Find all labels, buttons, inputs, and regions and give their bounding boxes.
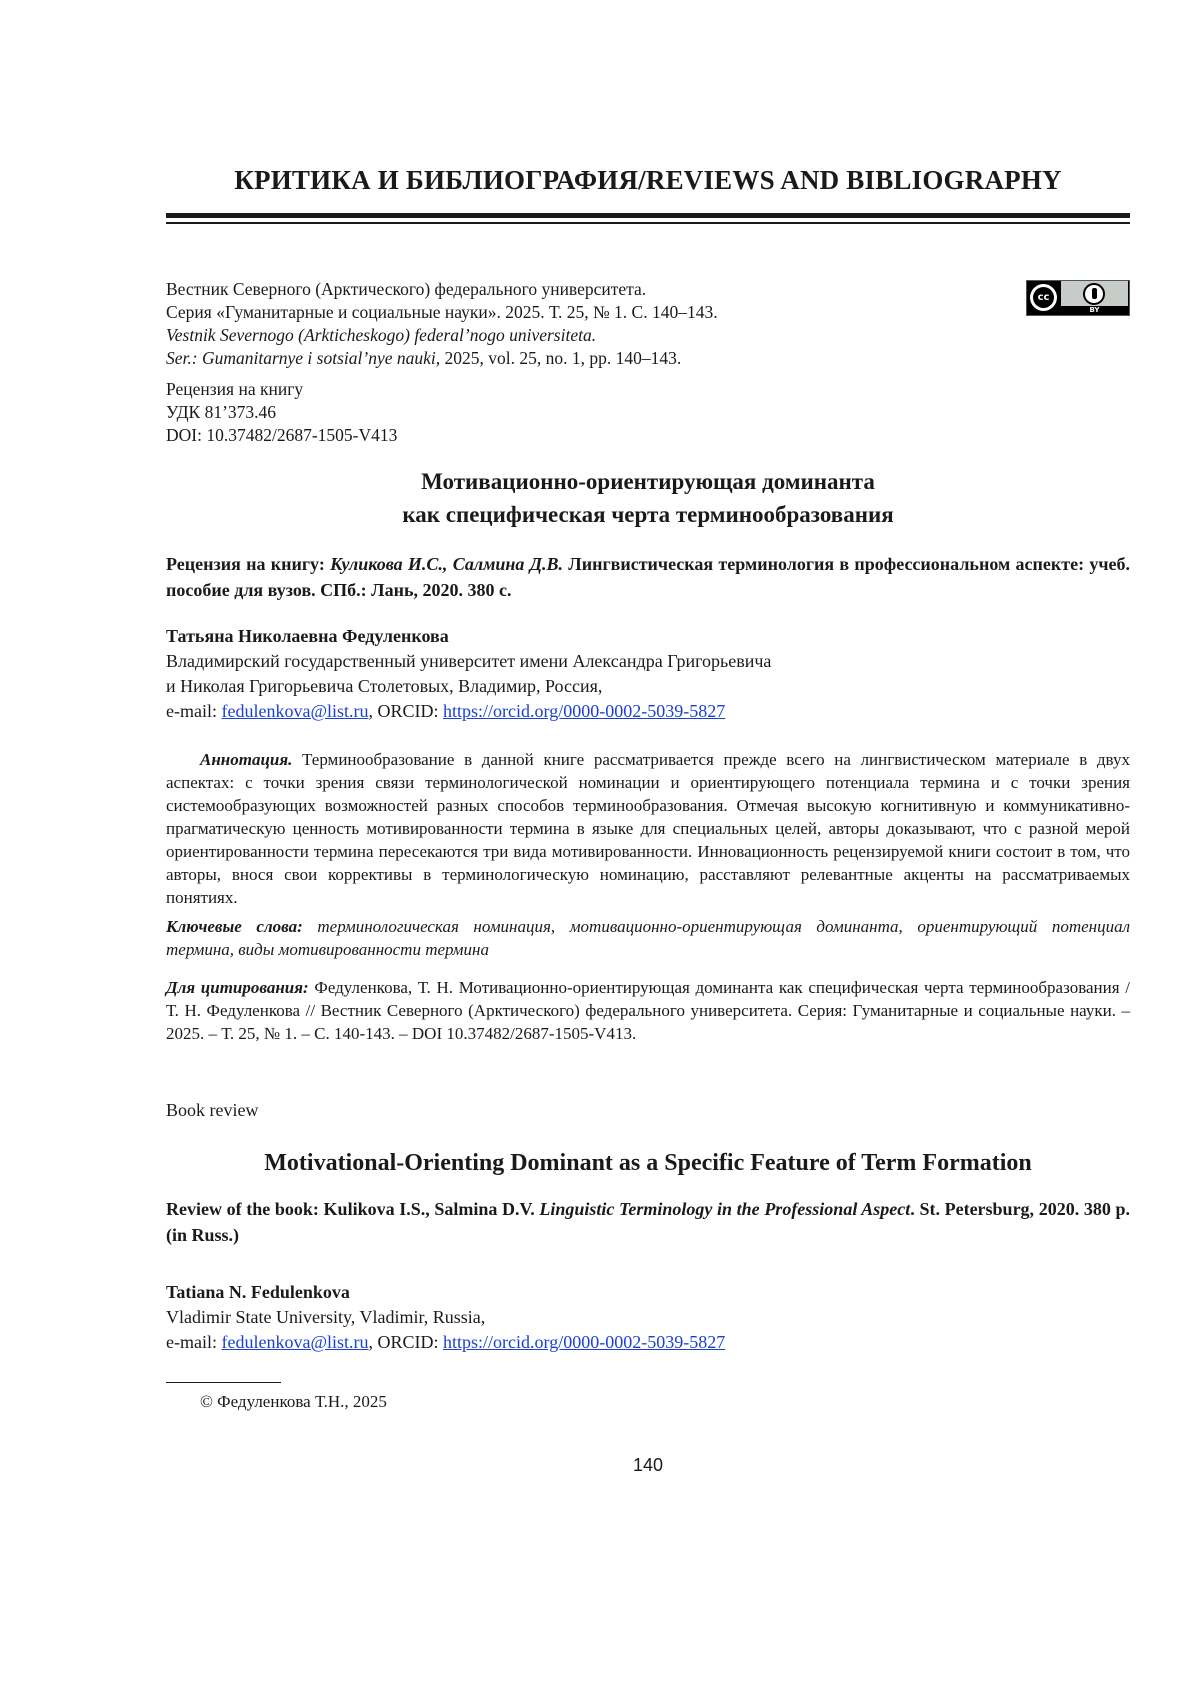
book-authors-ru: Куликова И.С., Салмина Д.В. (330, 554, 563, 574)
attribution-person-icon (1083, 283, 1105, 305)
keywords-label: Ключевые слова: (166, 917, 303, 936)
email-link-en[interactable]: fedulenkova@list.ru (221, 1332, 368, 1352)
reviewed-book-en: Review of the book: Kulikova I.S., Salmina D.V. Linguistic Terminology in the Professional Aspect. St. Petersburg, 2020. 380 p. (in Russ.) (166, 1196, 1130, 1248)
header-rule-thin (166, 222, 1130, 224)
author-name-ru: Татьяна Николаевна Федуленкова (166, 624, 1130, 649)
paper-page (0, 0, 1200, 1697)
journal-en-line2 (166, 347, 926, 370)
journal-ru-line1: Вестник Северного (Арктического) федерального университета. (166, 278, 926, 301)
book-review-label-en: Book review (166, 1100, 258, 1121)
journal-citation-block (166, 278, 926, 370)
contact-en: e-mail: fedulenkova@list.ru, ORCID: https://orcid.org/0000-0002-5039-5827 (166, 1330, 1130, 1355)
keywords-text: терминологическая номинация, мотивационно-ориентирующая доминанта, ориентирующий потенциал термина, виды мотивированности термина (166, 917, 1130, 959)
journal-en-series: Ser.: Gumanitarnye i sotsial’nye nauki (166, 348, 436, 368)
abstract-text: Терминообразование в данной книге рассматривается прежде всего на лингвистическом материале в двух аспектах: с точки зрения связи терминологической номинации и ориентирующего потенциала термина и с точки зрения системообразующих возможностей разных способов терминообразования. Отмечая высокую когнитивную и коммуникативно-прагматическую ценность мотивированности термина в языке для специальных целей, авторы доказывают, что с разной мерой ориентированности термина пересекаются три вида мотивированности. Инновационность рецензируемой книги состоит в том, что авторы, внося свои коррективы в терминологическую номинацию, расставляют релевантные акценты на рассматриваемых понятиях. (166, 750, 1130, 907)
doi: DOI: 10.37482/2687-1505-V413 (166, 424, 397, 447)
copyright-footnote: © Федуленкова Т.Н., 2025 (200, 1392, 387, 1412)
article-title-en: Motivational-Orienting Dominant as a Specific Feature of Term Formation (166, 1150, 1130, 1177)
keywords-ru (166, 915, 1130, 961)
abstract-ru (166, 748, 1130, 909)
journal-ru-line2: Серия «Гуманитарные и социальные науки». 2025. Т. 25, № 1. С. 140–143. (166, 301, 926, 324)
article-type: Рецензия на книгу (166, 378, 397, 401)
journal-en-line1: Vestnik Severnogo (Arkticheskogo) federal’nogo universiteta. (166, 324, 926, 347)
affiliation-en: Vladimir State University, Vladimir, Russia, (166, 1305, 1130, 1330)
cc-icon: cc (1030, 284, 1057, 311)
citation-ru (166, 976, 1130, 1045)
affiliation-ru-line1: Владимирский государственный университет имени Александра Григорьевича (166, 649, 1130, 674)
book-title-en: Linguistic Terminology in the Professional Aspect (539, 1199, 910, 1219)
title-ru-line2: как специфическая черта терминообразования (402, 502, 893, 527)
header-rule-thick (166, 213, 1130, 218)
author-name-en: Tatiana N. Fedulenkova (166, 1280, 1130, 1305)
footnote-divider (166, 1382, 281, 1383)
reviewed-book-ru: Рецензия на книгу: Куликова И.С., Салмина Д.В. Лингвистическая терминология в профессиональном аспекте: учеб. пособие для вузов. СПб.: Лань, 2020. 380 с. (166, 551, 1130, 603)
orcid-link-en[interactable]: https://orcid.org/0000-0002-5039-5827 (443, 1332, 725, 1352)
book-title-ru: Лингвистическая терминология в профессиональном аспекте: учеб. пособие для вузов. СПб.: Лань, 2020. 380 с. (166, 554, 1130, 600)
article-title-ru (166, 465, 1130, 531)
affiliation-ru-line2: и Николая Григорьевича Столетовых, Владимир, Россия, (166, 674, 1130, 699)
by-label: BY (1061, 306, 1128, 315)
email-link-ru[interactable]: fedulenkova@list.ru (221, 701, 368, 721)
author-block-en (166, 1280, 1130, 1355)
page-number: 140 (0, 1455, 1200, 1476)
udc-code: УДК 81’373.46 (166, 401, 397, 424)
journal-en-volume: , 2025, vol. 25, no. 1, pp. 140–143. (436, 348, 682, 368)
orcid-link-ru[interactable]: https://orcid.org/0000-0002-5039-5827 (443, 701, 725, 721)
title-ru-line1: Мотивационно-ориентирующая доминанта (421, 469, 875, 494)
abstract-label: Аннотация. (200, 750, 292, 769)
citation-label: Для цитирования: (166, 978, 309, 997)
citation-text: Федуленкова, Т. Н. Мотивационно-ориентирующая доминанта как специфическая черта терминообразования / Т. Н. Федуленкова // Вестник Северного (Арктического) федерального университета. Серия: Гуманитарные и социальные науки. – 2025. – Т. 25, № 1. – С. 140-143. – DOI 10.37482/2687-1505-V413. (166, 978, 1130, 1043)
section-title: КРИТИКА И БИБЛИОГРАФИЯ/REVIEWS AND BIBLIOGRAPHY (166, 165, 1130, 196)
contact-ru: e-mail: fedulenkova@list.ru, ORCID: https://orcid.org/0000-0002-5039-5827 (166, 699, 1130, 724)
article-meta (166, 378, 397, 447)
cc-by-license-badge[interactable] (1026, 280, 1130, 316)
author-block-ru (166, 624, 1130, 724)
